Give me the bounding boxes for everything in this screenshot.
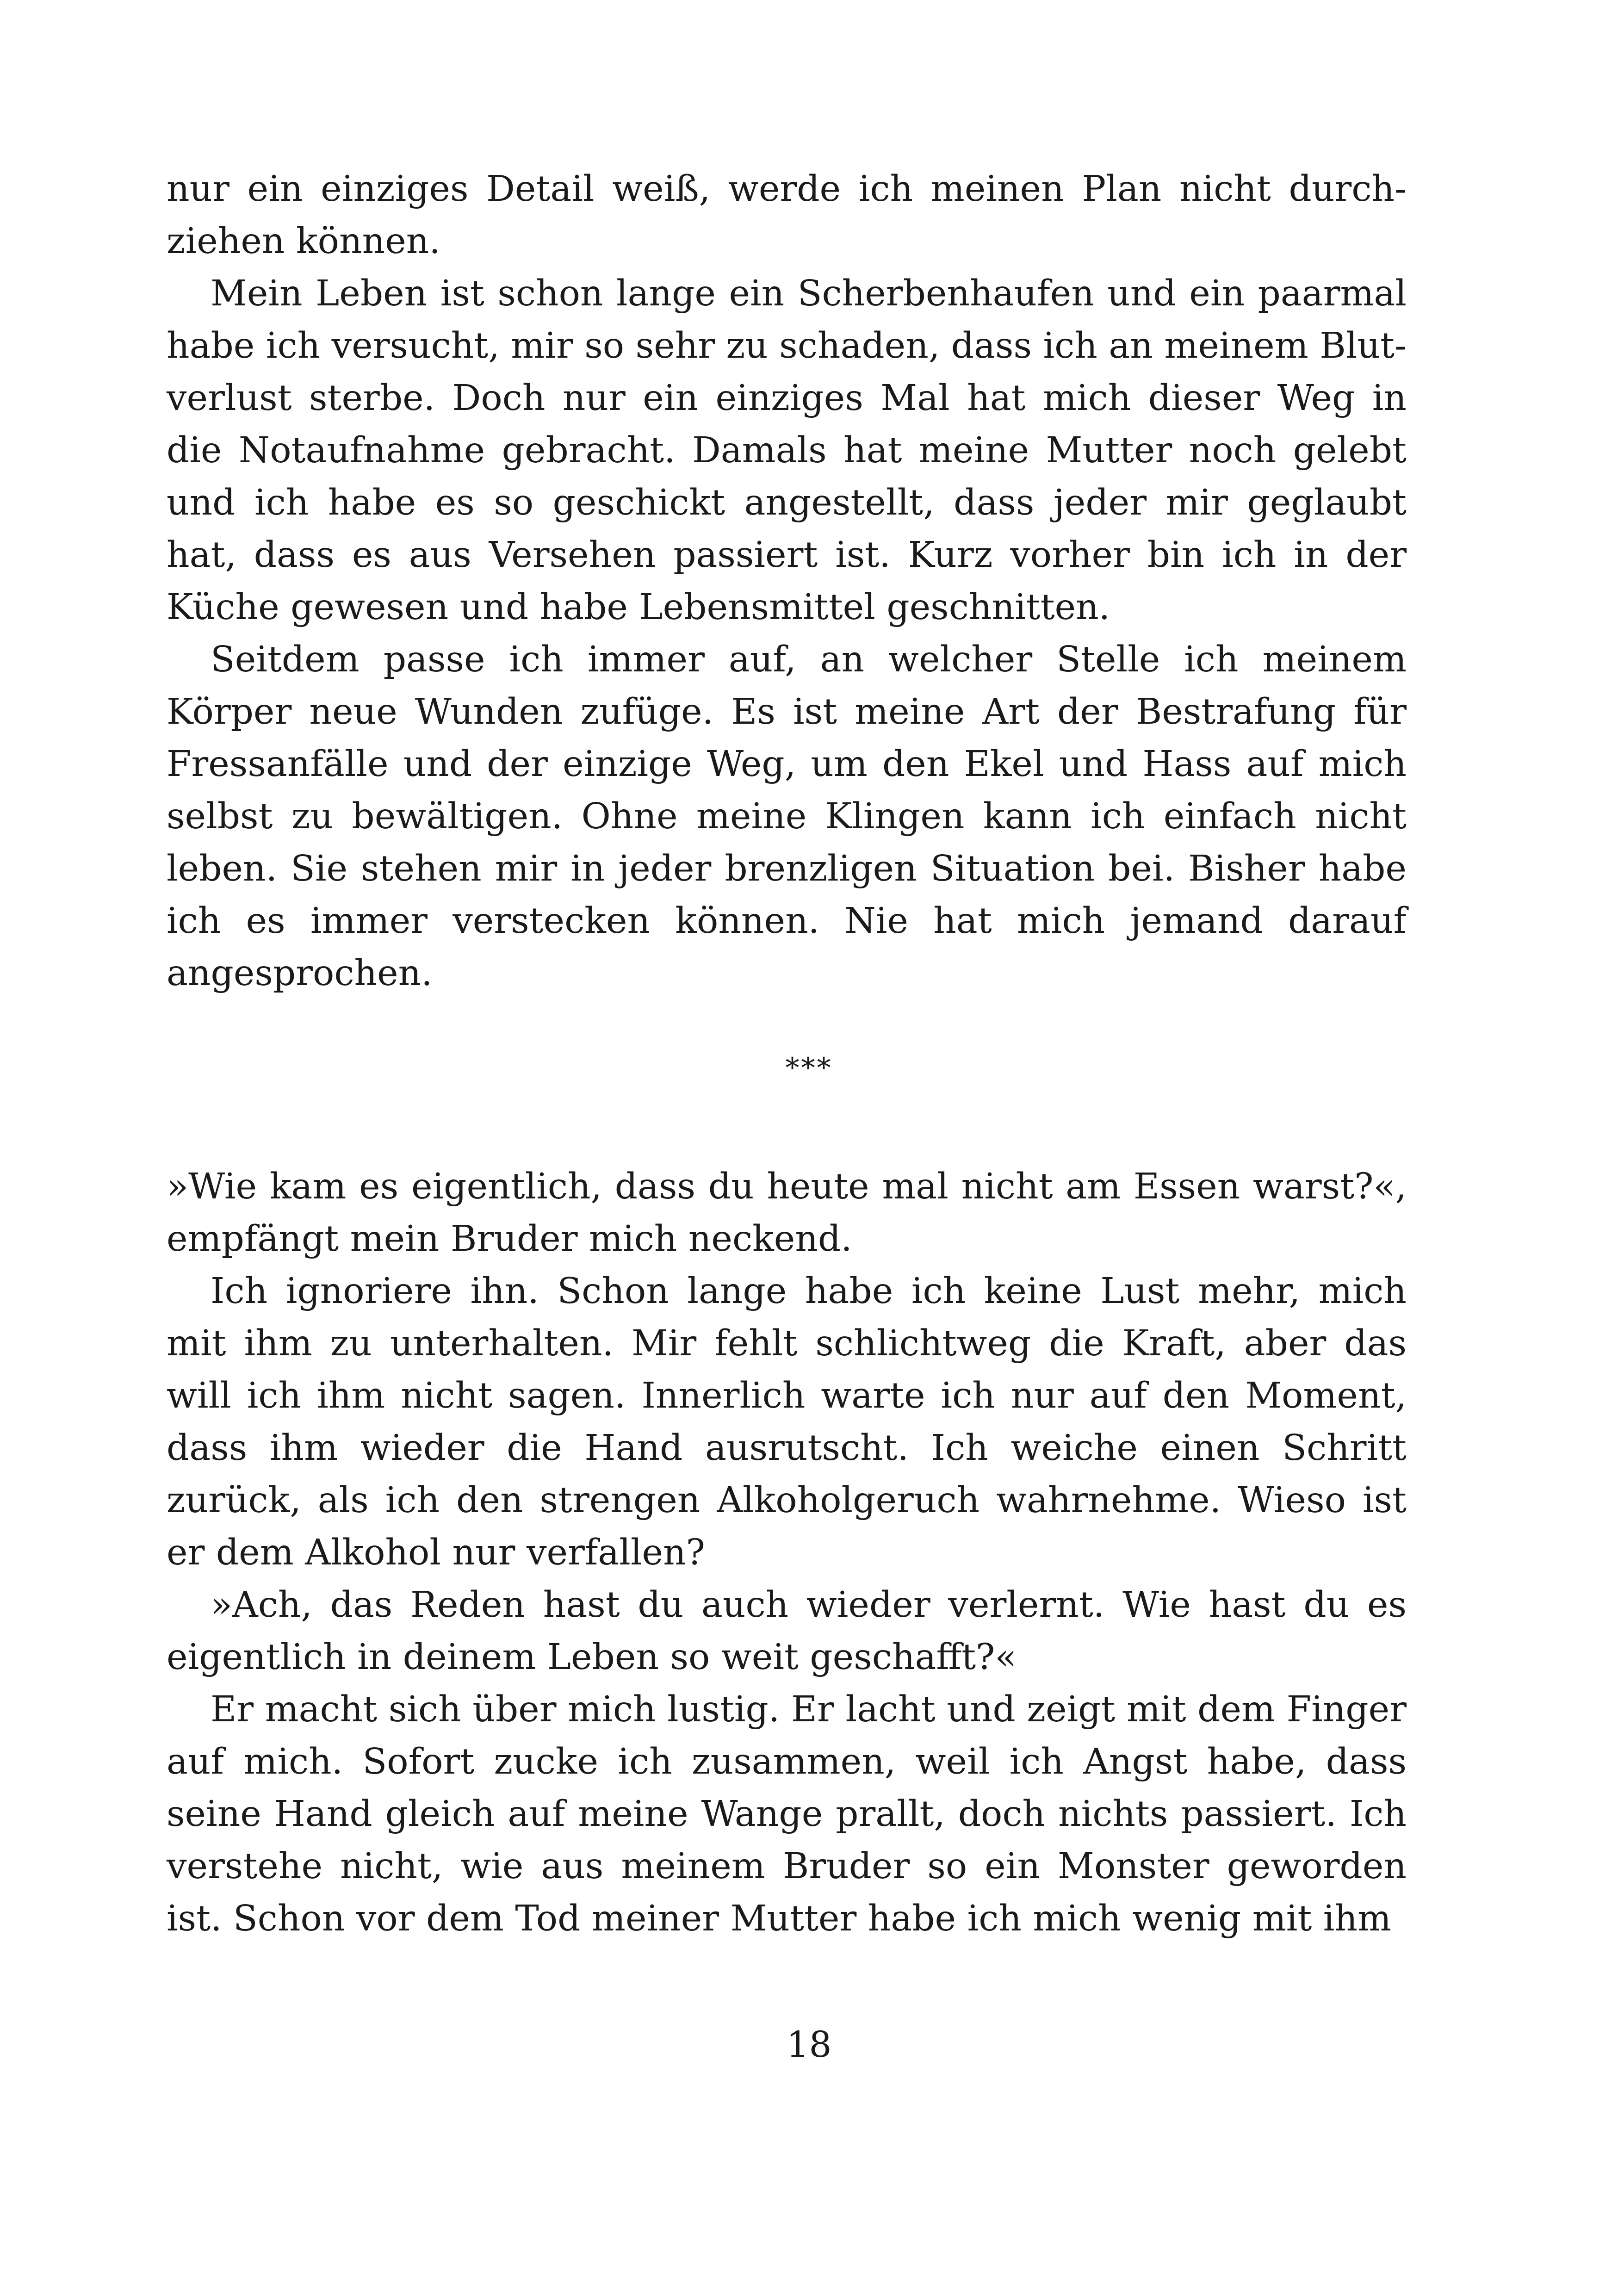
paragraph: »Ach, das Reden hast du auch wieder verlernt. Wie hast du es eigentlich in deinem Leben so weit geschafft?« bbox=[167, 1584, 1407, 1678]
paragraph: »Wie kam es eigentlich, dass du heute mal nicht am Essen warst?«, empfängt mein Bruder mich neckend. bbox=[167, 1166, 1407, 1260]
paragraph: Mein Leben ist schon lange ein Scherbenhaufen und ein paarmal habe ich versucht, mir so sehr zu schaden, dass ich an meinem Blutverlust sterbe. Doch nur ein einziges Mal hat mich dieser Weg in die Notaufnahme gebracht. Damals hat meine Mutter noch gelebt und ich habe es so geschickt angestellt, dass jeder mir geglaubt hat, dass es aus Versehen passiert ist. Kurz vorher bin ich in der Küche gewesen und habe Lebensmittel geschnitten. bbox=[167, 273, 1407, 628]
page-number: 18 bbox=[786, 2024, 832, 2066]
paragraph: Ich ignoriere ihn. Schon lange habe ich keine Lust mehr, mich mit ihm zu unterhalten. Mir fehlt schlichtweg die Kraft, aber das will ich ihm nicht sagen. Innerlich warte ich nur auf den Moment, dass ihm wieder die Hand ausrutscht. Ich weiche einen Schritt zurück, als ich den strengen Alkoholgeruch wahrnehme. Wieso ist er dem Alkohol nur verfallen? bbox=[167, 1271, 1407, 1573]
paragraph: nur ein einziges Detail weiß, werde ich meinen Plan nicht durchziehen können. bbox=[167, 168, 1407, 262]
text-section-bottom bbox=[167, 1160, 1407, 1945]
text-section-top bbox=[167, 163, 1407, 999]
paragraph: Seitdem passe ich immer auf, an welcher Stelle ich meinem Körper neue Wunden zufüge. Es ist meine Art der Bestrafung für Fressanfälle und der einzige Weg, um den Ekel und Hass auf mich selbst zu bewältigen. Ohne meine Klingen kann ich einfach nicht leben. Sie stehen mir in jeder brenzligen Situation bei. Bisher habe ich es immer verstecken können. Nie hat mich jemand darauf angesprochen. bbox=[167, 639, 1407, 994]
paragraph: Er macht sich über mich lustig. Er lacht und zeigt mit dem Finger auf mich. Sofort zucke ich zusammen, weil ich Angst habe, dass seine Hand gleich auf meine Wange prallt, doch nichts passiert. Ich verstehe nicht, wie aus meinem Bruder so ein Monster geworden ist. Schon vor dem Tod meiner Mutter habe ich mich wenig mit ihm bbox=[167, 1689, 1407, 1939]
scene-separator: *** bbox=[785, 1052, 833, 1084]
